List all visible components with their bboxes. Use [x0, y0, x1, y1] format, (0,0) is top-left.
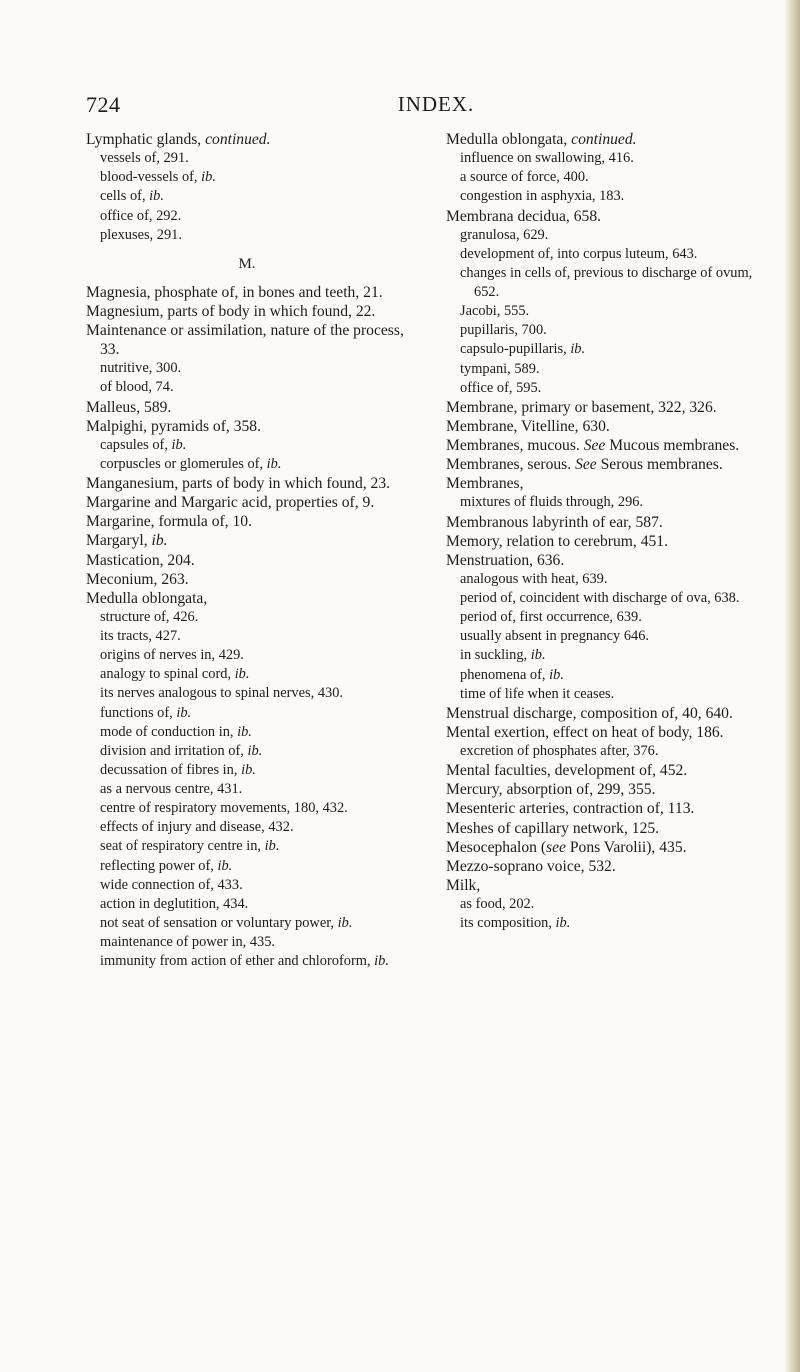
- index-subentry: [86, 837, 408, 856]
- index-subentry: [446, 570, 768, 589]
- entry-text: capsules of,: [100, 436, 172, 453]
- entry-text: Mesenteric arteries, contraction of, 113.: [446, 800, 695, 818]
- index-subentry: [86, 933, 408, 952]
- entry-text: its nerves analogous to spinal nerves, 430.: [100, 685, 343, 702]
- index-subentry: [86, 761, 408, 780]
- index-entry: [86, 283, 408, 302]
- index-entry: [446, 207, 768, 226]
- entry-text-tail: Mucous membranes.: [605, 437, 740, 454]
- index-entry: [86, 302, 408, 321]
- entry-text: Membranes,: [446, 475, 524, 493]
- entry-text: phenomena of,: [460, 666, 550, 683]
- entry-text: Membranes, mucous.: [446, 437, 584, 454]
- entry-text: functions of,: [100, 704, 177, 721]
- entry-text: Mercury, absorption of, 299, 355.: [446, 781, 656, 799]
- index-subentry: [446, 264, 768, 302]
- entry-italic: See: [583, 437, 606, 454]
- entry-text: excretion of phosphates after, 376.: [460, 743, 659, 759]
- entry-text-tail: Serous membranes.: [596, 456, 723, 474]
- entry-italic: ib.: [171, 436, 187, 453]
- entry-italic: continued.: [205, 131, 271, 148]
- index-subentry: [446, 493, 768, 512]
- entry-text: Magnesium, parts of body in which found, 22.: [86, 302, 376, 320]
- entry-text: Mental exertion, effect on heat of body, 186.: [446, 723, 724, 741]
- entry-italic: ib.: [337, 914, 353, 931]
- entry-text: corpuscles or glomerules of,: [100, 455, 267, 472]
- entry-text: analogous with heat, 639.: [460, 570, 608, 587]
- index-entry: [86, 589, 408, 608]
- index-entry: [446, 474, 768, 493]
- index-subentry: [86, 684, 408, 703]
- entry-italic: ib.: [151, 532, 168, 550]
- entry-text: office of, 292.: [100, 207, 182, 224]
- entry-text: Membrane, Vitelline, 630.: [446, 417, 610, 435]
- entry-text: Margarine and Margaric acid, properties of, 9.: [86, 494, 375, 512]
- entry-italic: ib.: [549, 666, 564, 683]
- index-subentry: [86, 455, 408, 474]
- index-entry: [446, 398, 768, 417]
- entry-text: decussation of fibres in,: [100, 761, 242, 778]
- entry-text: Meconium, 263.: [86, 570, 189, 588]
- entry-italic: ib.: [217, 857, 233, 874]
- entry-italic: See: [575, 456, 597, 474]
- entry-text: capsulo-pupillaris,: [460, 341, 571, 358]
- entry-text: as food, 202.: [460, 896, 535, 912]
- index-subentry: [446, 360, 768, 379]
- index-entry: [446, 819, 768, 838]
- index-entry: [446, 723, 768, 742]
- entry-text: pupillaris, 700.: [460, 322, 547, 339]
- entry-text: Meshes of capillary network, 125.: [446, 819, 660, 837]
- running-head: INDEX.: [397, 92, 475, 116]
- entry-text: cells of,: [100, 188, 150, 205]
- entry-text: its tracts, 427.: [100, 628, 181, 644]
- page-number: 724: [86, 92, 121, 117]
- entry-text: mode of conduction in,: [100, 723, 238, 740]
- entry-italic: ib.: [176, 704, 192, 721]
- index-subentry: [86, 780, 408, 799]
- entry-italic: ib.: [241, 761, 256, 778]
- entry-italic: ib.: [530, 647, 546, 664]
- entry-text: Magnesia, phosphate of, in bones and teeth, 21.: [86, 283, 383, 301]
- entry-text: reflecting power of,: [100, 857, 218, 874]
- index-subentry: [446, 685, 768, 704]
- index-entry: [446, 838, 768, 857]
- entry-text: blood-vessels of,: [100, 169, 202, 186]
- entry-text: Memory, relation to cerebrum, 451.: [446, 532, 668, 550]
- index-entry: [446, 876, 768, 895]
- entry-text: Lymphatic glands,: [86, 131, 206, 148]
- index-subentry: [86, 359, 408, 378]
- index-subentry: [86, 665, 408, 684]
- index-subentry: [86, 895, 408, 914]
- index-subentry: [86, 149, 408, 168]
- entry-text: structure of, 426.: [100, 608, 199, 625]
- entry-text: centre of respiratory movements, 180, 432.: [100, 800, 348, 817]
- entry-text: Mezzo-soprano voice, 532.: [446, 857, 616, 875]
- entry-text: nutritive, 300.: [100, 360, 182, 377]
- entry-text: tympani, 589.: [460, 360, 540, 377]
- index-subentry: [446, 379, 768, 398]
- entry-text: Milk,: [446, 876, 481, 894]
- index-subentry: [446, 895, 768, 914]
- entry-text: granulosa, 629.: [460, 226, 549, 243]
- entry-text: its composition,: [460, 915, 556, 932]
- entry-text: analogy to spinal cord,: [100, 666, 235, 683]
- entry-text: maintenance of power in, 435.: [100, 934, 276, 950]
- entry-text: not seat of sensation or voluntary power,: [100, 914, 338, 931]
- entry-text: a source of force, 400.: [460, 169, 589, 186]
- index-entry: [86, 321, 408, 359]
- entry-text: period of, first occurrence, 639.: [460, 609, 642, 626]
- entry-text: usually absent in pregnancy 646.: [460, 628, 650, 645]
- right-index-column: [446, 130, 768, 933]
- entry-text: Membrane, primary or basement, 322, 326.: [446, 398, 717, 416]
- entry-italic: see: [546, 838, 566, 856]
- index-subentry: [446, 340, 768, 359]
- letter-heading: M.: [238, 255, 256, 272]
- entry-text: Jacobi, 555.: [460, 303, 530, 320]
- entry-text: Mastication, 204.: [86, 551, 195, 569]
- entry-text: effects of injury and disease, 432.: [100, 819, 294, 836]
- page-edge-shadow: [784, 0, 800, 1372]
- index-entry: [446, 513, 768, 532]
- entry-italic: ib.: [247, 742, 263, 759]
- entry-text: Membrana decidua, 658.: [446, 207, 602, 225]
- index-entry: [86, 130, 408, 149]
- index-subentry: [446, 646, 768, 665]
- entry-text: immunity from action of ether and chloroform,: [100, 953, 375, 970]
- index-subentry: [86, 914, 408, 933]
- index-subentry: [86, 742, 408, 761]
- index-subentry: [446, 608, 768, 627]
- entry-text: changes in cells of, previous to discharge of ovum, 652.: [460, 264, 753, 300]
- index-entry: [86, 531, 408, 550]
- entry-italic: ib.: [555, 915, 571, 932]
- entry-italic: ib.: [234, 666, 250, 683]
- index-entry: [446, 761, 768, 780]
- entry-text: Mesocephalon (: [446, 838, 547, 856]
- index-subentry: [86, 627, 408, 646]
- index-subentry: [86, 207, 408, 226]
- index-entry: [446, 532, 768, 551]
- entry-italic: ib.: [237, 723, 252, 740]
- index-entry: [86, 417, 408, 436]
- index-entry: [86, 493, 408, 512]
- index-entry: [86, 398, 408, 417]
- entry-italic: ib.: [266, 455, 282, 472]
- index-entry: [446, 436, 768, 455]
- index-subentry: [446, 914, 768, 933]
- entry-text: Margarine, formula of, 10.: [86, 513, 252, 531]
- index-entry: [86, 474, 408, 493]
- index-subentry: [86, 818, 408, 837]
- index-entry: [446, 857, 768, 876]
- index-subentry: [446, 742, 768, 761]
- index-entry: [446, 780, 768, 799]
- entry-text: in suckling,: [460, 647, 531, 664]
- index-subentry: [446, 187, 768, 206]
- index-entry: [446, 130, 768, 149]
- entry-italic: ib.: [264, 838, 280, 855]
- entry-text: Mental faculties, development of, 452.: [446, 762, 688, 780]
- index-subentry: [86, 436, 408, 455]
- entry-text: Malleus, 589.: [86, 398, 172, 416]
- entry-text: as a nervous centre, 431.: [100, 781, 243, 797]
- index-subentry: [446, 321, 768, 340]
- entry-text: influence on swallowing, 416.: [460, 150, 634, 167]
- index-subentry: [86, 646, 408, 665]
- entry-text: congestion in asphyxia, 183.: [460, 188, 625, 205]
- index-subentry: [446, 149, 768, 168]
- index-entry: [446, 417, 768, 436]
- index-subentry: [86, 952, 408, 971]
- index-subentry: [446, 589, 768, 608]
- entry-text: seat of respiratory centre in,: [100, 838, 265, 855]
- index-subentry: [86, 378, 408, 397]
- entry-text: division and irritation of,: [100, 742, 248, 759]
- index-subentry: [446, 302, 768, 321]
- index-subentry: [446, 245, 768, 264]
- entry-text: mixtures of fluids through, 296.: [460, 494, 644, 511]
- index-entry: [446, 551, 768, 570]
- entry-text: development of, into corpus luteum, 643.: [460, 245, 698, 262]
- entry-italic: ib.: [201, 169, 216, 186]
- index-subentry: [86, 723, 408, 742]
- left-index-column: [86, 130, 408, 971]
- entry-text: Manganesium, parts of body in which found, 23.: [86, 475, 391, 492]
- entry-text: office of, 595.: [460, 379, 542, 396]
- index-subentry: [446, 226, 768, 245]
- index-subentry: [86, 876, 408, 895]
- entry-text: time of life when it ceases.: [460, 685, 615, 702]
- index-entry: [446, 704, 768, 723]
- index-subentry: [86, 187, 408, 206]
- index-subentry: [86, 608, 408, 627]
- entry-text-tail: Pons Varolii), 435.: [565, 838, 687, 856]
- entry-text: Medulla oblongata,: [446, 131, 572, 148]
- entry-text: Membranous labyrinth of ear, 587.: [446, 513, 663, 531]
- index-subentry: [86, 704, 408, 723]
- entry-text: Membranes, serous.: [446, 456, 576, 474]
- page-header: [86, 92, 726, 116]
- index-subentry: [86, 799, 408, 818]
- entry-text: Maintenance or assimilation, nature of the process, 33.: [86, 322, 404, 359]
- entry-text: Menstruation, 636.: [446, 551, 565, 569]
- entry-text: Margaryl,: [86, 532, 152, 550]
- index-entry: [86, 551, 408, 570]
- entry-text: action in deglutition, 434.: [100, 895, 249, 912]
- index-subentry: [446, 627, 768, 646]
- entry-italic: ib.: [374, 953, 389, 970]
- entry-text: Malpighi, pyramids of, 358.: [86, 417, 261, 435]
- entry-italic: ib.: [149, 188, 164, 205]
- index-subentry: [446, 666, 768, 685]
- entry-text: wide connection of, 433.: [100, 876, 243, 893]
- entry-text: vessels of, 291.: [100, 150, 189, 167]
- entry-italic: ib.: [570, 341, 586, 358]
- entry-text: of blood, 74.: [100, 379, 174, 396]
- index-subentry: [86, 226, 408, 245]
- index-entry: [86, 512, 408, 531]
- entry-text: Menstrual discharge, composition of, 40, 640.: [446, 704, 733, 722]
- entry-italic: continued.: [571, 131, 637, 148]
- index-entry: [86, 570, 408, 589]
- entry-text: period of, coincident with discharge of ova, 638.: [460, 590, 740, 606]
- index-subentry: [86, 168, 408, 187]
- entry-text: plexuses, 291.: [100, 226, 182, 243]
- index-subentry: [86, 857, 408, 876]
- entry-text: Medulla oblongata,: [86, 589, 208, 607]
- index-subentry: [446, 168, 768, 187]
- index-entry: [446, 455, 768, 474]
- index-entry: [446, 799, 768, 818]
- entry-text: origins of nerves in, 429.: [100, 647, 244, 664]
